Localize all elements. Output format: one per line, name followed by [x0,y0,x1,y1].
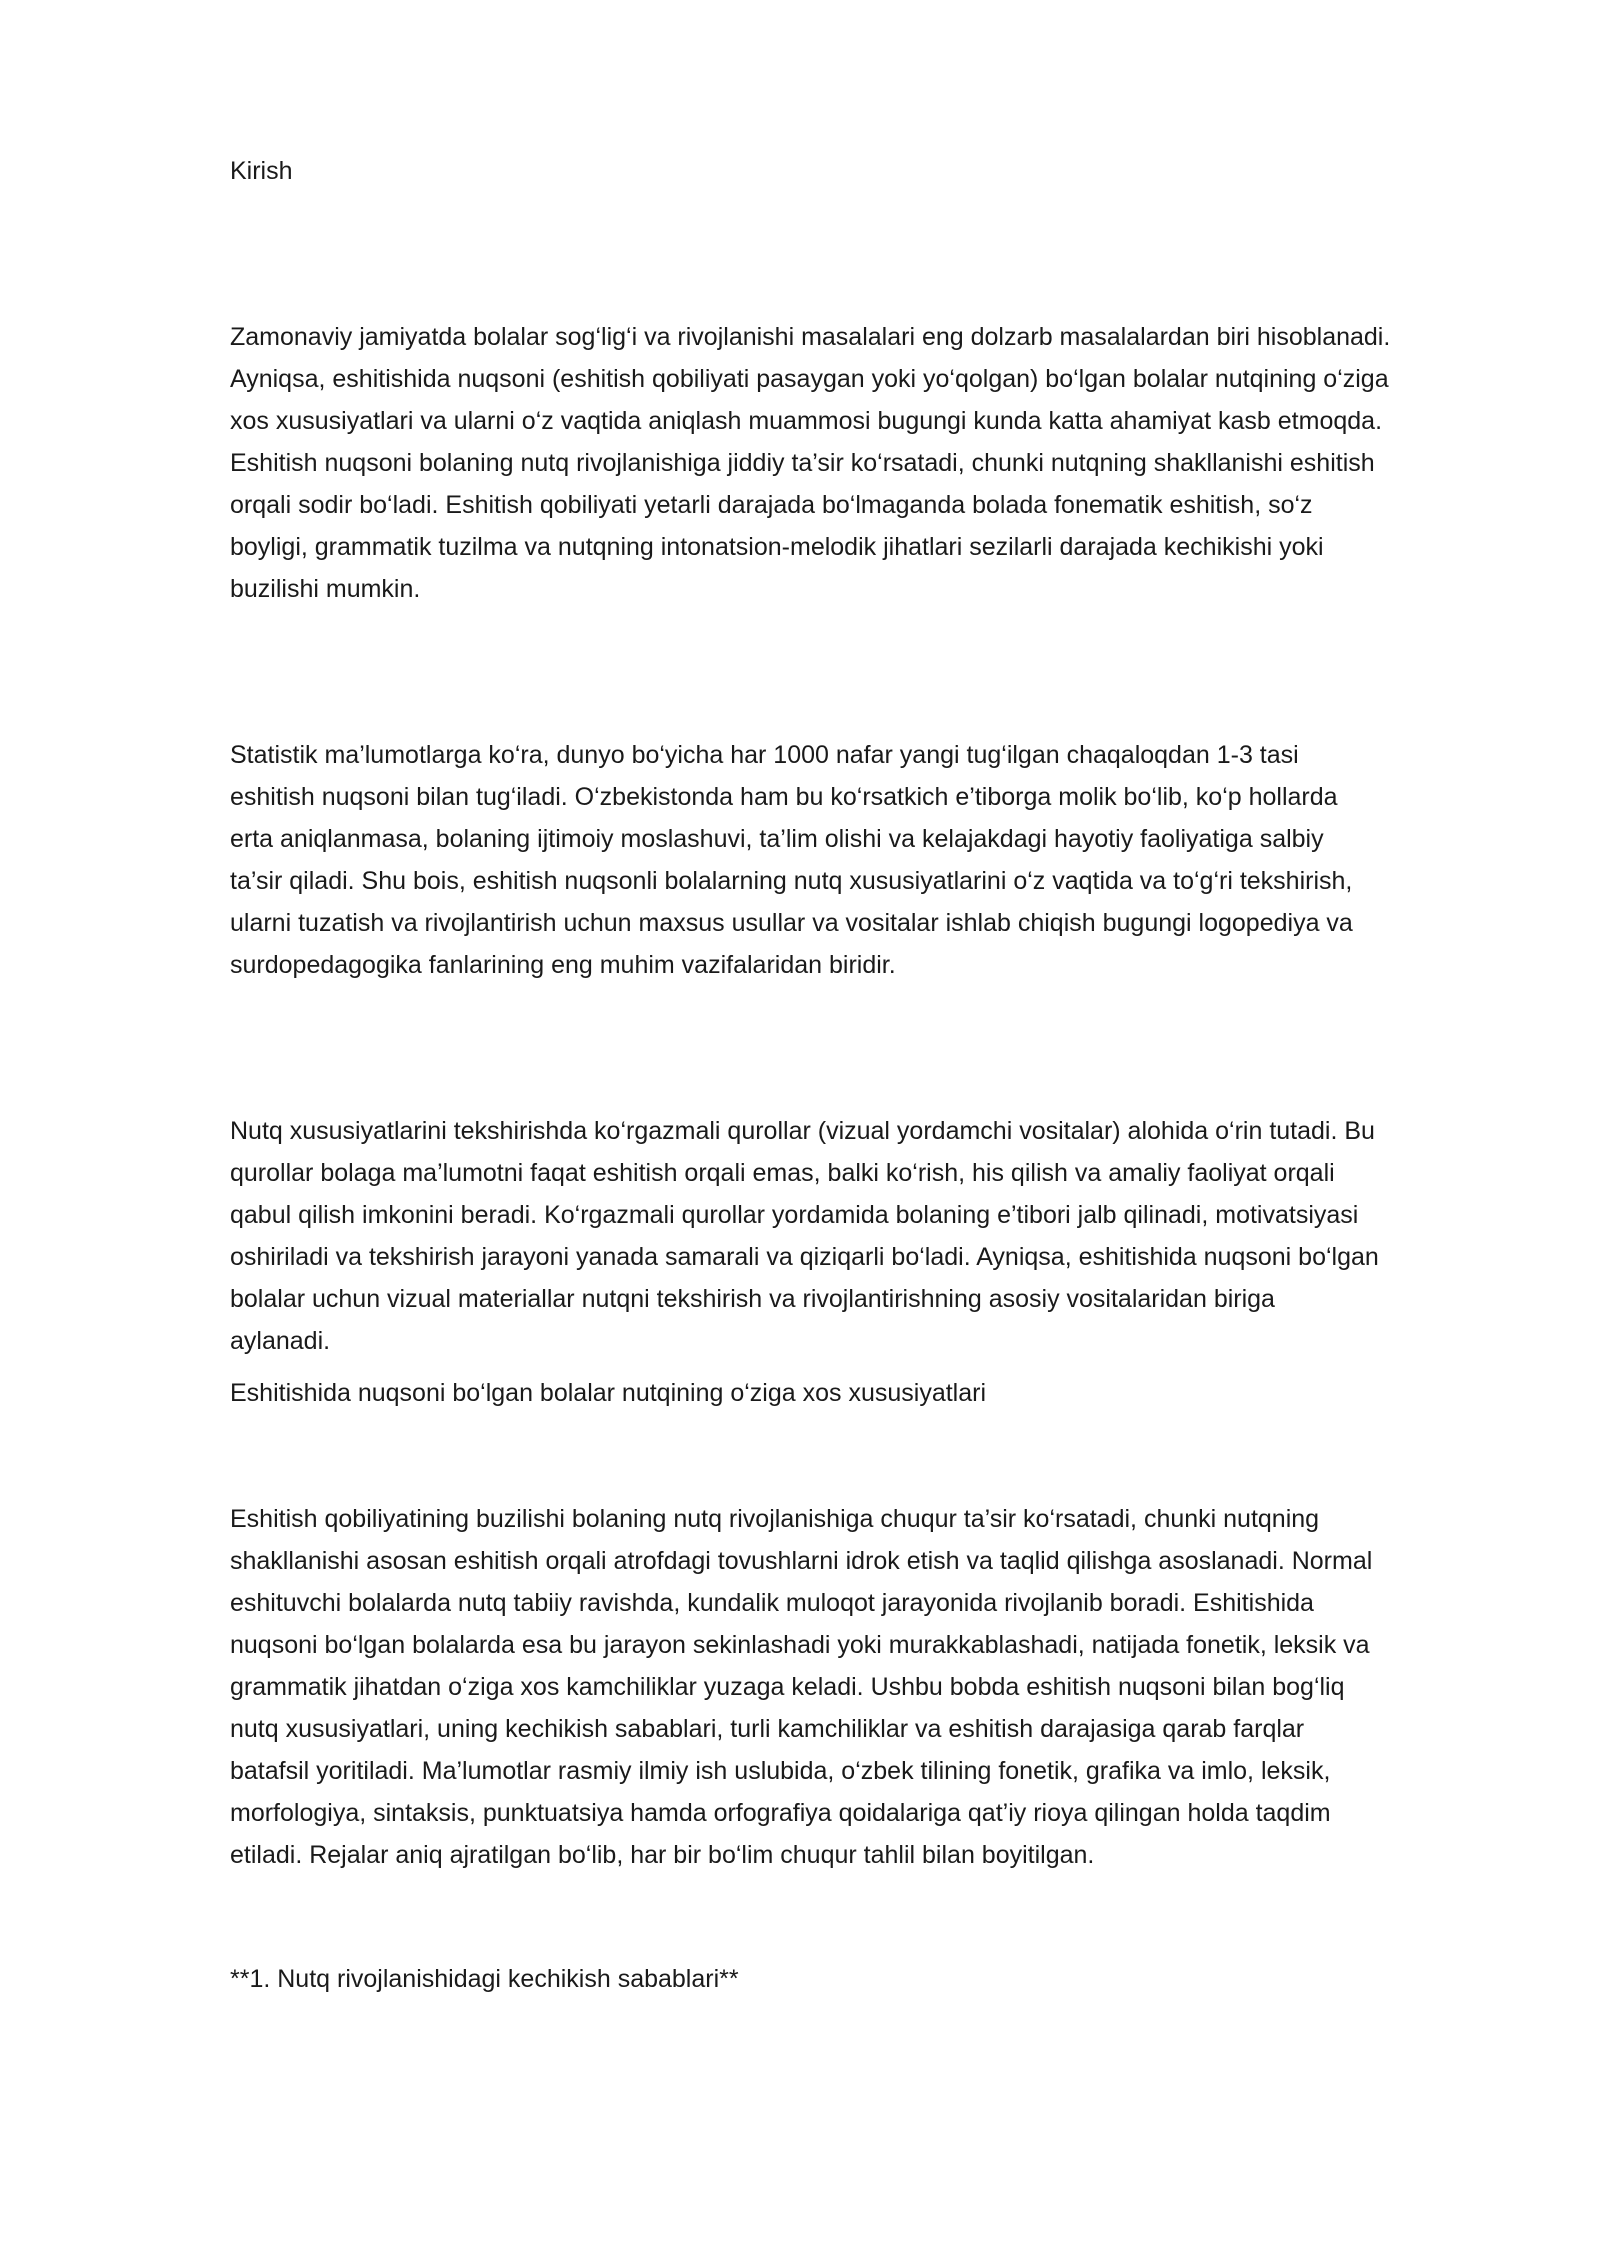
paragraph-statistics [230,734,1500,986]
document-body [230,150,1500,2000]
paragraph-line: xos xususiyatlari va ularni o‘z vaqtida aniqlash muammosi bugungi kunda katta ahamiyat kasb etmoqda. [230,407,1383,435]
paragraph-line: eshitish nuqsoni bilan tug‘iladi. O‘zbekistonda ham bu ko‘rsatkich e’tiborga molik bo‘lib, ko‘p hollarda [230,783,1338,811]
paragraph-line: Zamonaviy jamiyatda bolalar sog‘lig‘i va rivojlanishi masalalari eng dolzarb masalalardan biri hisoblanadi. [230,323,1391,351]
paragraph-line: grammatik jihatdan o‘ziga xos kamchiliklar yuzaga keladi. Ushbu bobda eshitish nuqsoni bilan bog‘liq [230,1673,1345,1701]
paragraph-section-body [230,1498,1500,1876]
paragraph-line: bolalar uchun vizual materiallar nutqni tekshirish va rivojlantirishning asosiy vositalaridan biriga [230,1285,1275,1313]
paragraph-line: etiladi. Rejalar aniq ajratilgan bo‘lib, har bir bo‘lim chuqur tahlil bilan boyitilgan. [230,1841,1095,1869]
paragraph-line: aylanadi. [230,1327,331,1355]
paragraph-line: nuqsoni bo‘lgan bolalarda esa bu jarayon sekinlashadi yoki murakkablashadi, natijada fonetik, leksik va [230,1631,1370,1659]
paragraph-intro [230,316,1500,610]
paragraph-line: nutq xususiyatlari, uning kechikish sabablari, turli kamchiliklar va eshitish darajasiga qarab farqlar [230,1715,1305,1743]
paragraph-line: surdopedagogika fanlarining eng muhim vazifalaridan biridir. [230,951,896,979]
paragraph-line: erta aniqlanmasa, bolaning ijtimoiy moslashuvi, ta’lim olishi va kelajakdagi hayotiy faoliyatiga salbiy [230,825,1324,853]
paragraph-line: eshituvchi bolalarda nutq tabiiy ravishda, kundalik muloqot jarayonida rivojlanib boradi. Eshitishida [230,1589,1314,1617]
paragraph-line: shakllanishi asosan eshitish orqali atrofdagi tovushlarni idrok etish va taqlid qilishga asoslanadi. Normal [230,1547,1373,1575]
paragraph-line: ta’sir qiladi. Shu bois, eshitish nuqsonli bolalarning nutq xususiyatlarini o‘z vaqtida va to‘g‘ri tekshirish, [230,867,1353,895]
paragraph-line: orqali sodir bo‘ladi. Eshitish qobiliyati yetarli darajada bo‘lmaganda bolada fonematik eshitish, so‘z [230,491,1313,519]
page-title: Kirish [230,157,293,185]
paragraph-line: buzilishi mumkin. [230,575,421,603]
numbered-heading: **1. Nutq rivojlanishidagi kechikish sabablari** [230,1965,739,1993]
paragraph-line: morfologiya, sintaksis, punktuatsiya hamda orfografiya qoidalariga qat’iy rioya qilingan holda taqdim [230,1799,1331,1827]
paragraph-line: boyligi, grammatik tuzilma va nutqning intonatsion-melodik jihatlari sezilarli darajada kechikishi yoki [230,533,1324,561]
paragraph-line: Ayniqsa, eshitishida nuqsoni (eshitish qobiliyati pasaygan yoki yo‘qolgan) bo‘lgan bolalar nutqining o‘ziga [230,365,1389,393]
paragraph-line: Statistik ma’lumotlarga ko‘ra, dunyo bo‘yicha har 1000 nafar yangi tug‘ilgan chaqaloqdan 1-3 tasi [230,741,1299,769]
paragraph-line: qurollar bolaga ma’lumotni faqat eshitish orqali emas, balki ko‘rish, his qilish va amaliy faoliyat orqali [230,1159,1335,1187]
paragraph-line: Eshitish nuqsoni bolaning nutq rivojlanishiga jiddiy ta’sir ko‘rsatadi, chunki nutqning shakllanishi eshitish [230,449,1375,477]
paragraph-line: batafsil yoritiladi. Ma’lumotlar rasmiy ilmiy ish uslubida, o‘zbek tilining fonetik, grafika va imlo, leksik, [230,1757,1331,1785]
section-heading: Eshitishida nuqsoni bo‘lgan bolalar nutqining o‘ziga xos xususiyatlari [230,1379,987,1407]
paragraph-line: ularni tuzatish va rivojlantirish uchun maxsus usullar va vositalar ishlab chiqish bugungi logopediya va [230,909,1353,937]
paragraph-line: oshiriladi va tekshirish jarayoni yanada samarali va qiziqarli bo‘ladi. Ayniqsa, eshitishida nuqsoni bo‘lgan [230,1243,1379,1271]
paragraph-visual-aids [230,1110,1500,1362]
paragraph-line: Eshitish qobiliyatining buzilishi bolaning nutq rivojlanishiga chuqur ta’sir ko‘rsatadi, chunki nutqning [230,1505,1320,1533]
paragraph-line: Nutq xususiyatlarini tekshirishda ko‘rgazmali qurollar (vizual yordamchi vositalar) alohida o‘rin tutadi. Bu [230,1117,1375,1145]
paragraph-line: qabul qilish imkonini beradi. Ko‘rgazmali qurollar yordamida bolaning e’tibori jalb qilinadi, motivatsiyasi [230,1201,1359,1229]
